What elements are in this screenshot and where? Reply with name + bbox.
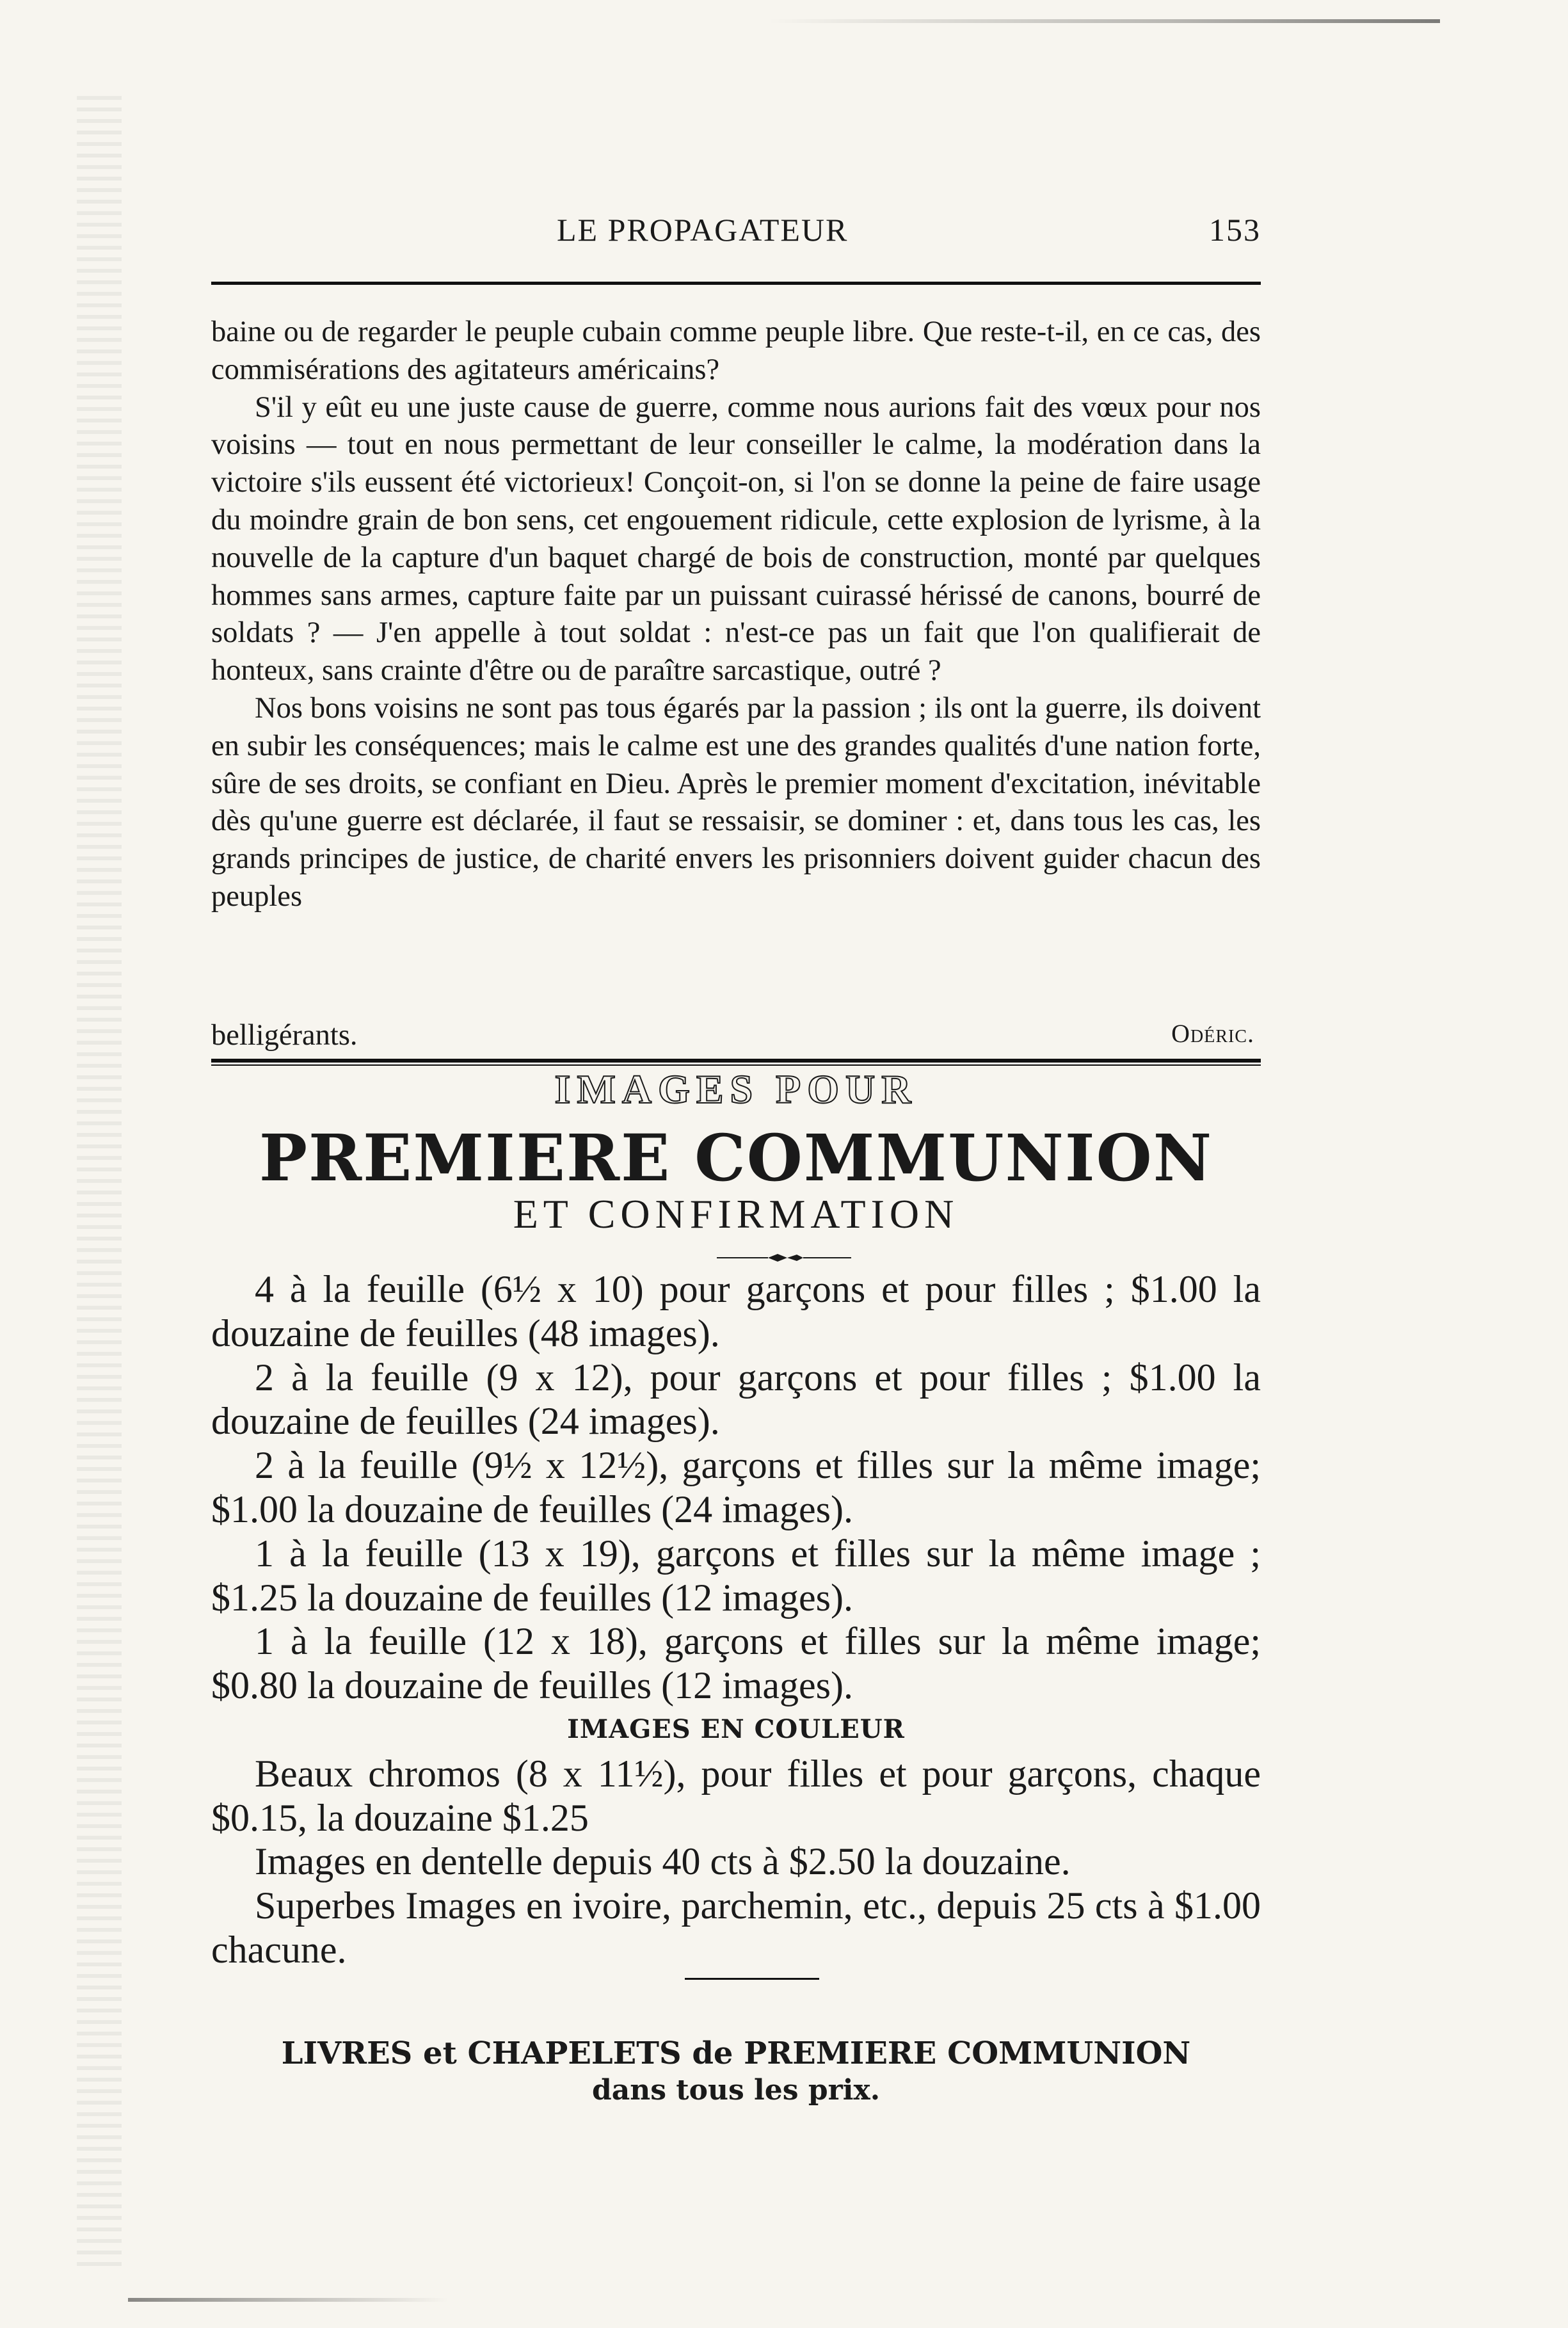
running-title: LE PROPAGATEUR bbox=[557, 212, 849, 248]
ad-color-item: Images en dentelle depuis 40 cts à $2.50 la douzaine. bbox=[255, 1840, 1071, 1883]
ad-color-item: Beaux chromos (8 x 11½), pour filles et pour garçons, chaque $0.15, la douzaine $1.25 bbox=[211, 1752, 1261, 1839]
author-signature: Odéric. bbox=[1171, 1019, 1254, 1048]
closing-word: belligérants. bbox=[211, 1019, 358, 1052]
article-text bbox=[211, 314, 1261, 916]
running-header bbox=[211, 211, 1261, 262]
ad-item: 2 à la feuille (9 x 12), pour garçons et pour filles ; $1.00 la douzaine de feuilles (24 images). bbox=[211, 1356, 1261, 1443]
scan-shadow-left bbox=[77, 96, 122, 2272]
ad-title-images-pour: IMAGES POUR bbox=[554, 1066, 918, 1112]
footer-livres-chapelets: LIVRES et CHAPELETS de PREMIERE COMMUNION bbox=[281, 2035, 1191, 2071]
scan-shadow-bottom bbox=[128, 2298, 448, 2302]
ad-item: 2 à la feuille (9½ x 12½), garçons et filles sur la même image; $1.00 la douzaine de feuilles (24 images). bbox=[211, 1444, 1261, 1530]
ad-item: 4 à la feuille (6½ x 10) pour garçons et pour filles ; $1.00 la douzaine de feuilles (48 images). bbox=[211, 1268, 1261, 1354]
article-paragraph: baine ou de regarder le peuple cubain comme peuple libre. Que reste-t-il, en ce cas, des commisérations des agitateurs américains? bbox=[211, 316, 1261, 386]
section-rule-thick bbox=[211, 1059, 1261, 1063]
page-number: 153 bbox=[1209, 212, 1261, 248]
header-rule bbox=[211, 282, 1261, 285]
ad-subheading-couleur: IMAGES EN COULEUR bbox=[567, 1714, 905, 1744]
ad-item: 1 à la feuille (13 x 19), garçons et filles sur la même image ; $1.25 la douzaine de feuilles (12 images). bbox=[211, 1532, 1261, 1619]
article-paragraph: S'il y eût eu une juste cause de guerre, comme nous aurions fait des vœux pour nos voisins — tout en nous permettant de leur conseiller le calme, la modération dans la victoire s'ils eussent été victorieux! Conçoit-on, si l'on se donne la peine de faire usage du moindre grain de bon sens, cet engouement ridicule, cette explosion de lyrisme, à la nouvelle de la capture d'un baquet chargé de bois de construction, monté par quelques hommes sans armes, capture faite par un puissant cuirassé hérissé de canons, bourré de soldats ? — J'en appelle à tout soldat : n'est-ce pas un fait que l'on qualifierait de honteux, sans crainte d'être ou de paraître sarcastique, outré ? bbox=[211, 390, 1261, 687]
article-paragraph: Nos bons voisins ne sont pas tous égarés par la passion ; ils ont la guerre, ils doivent en subir les conséquences; mais le calme est une des grandes qualités d'une nation forte, sûre de ses droits, se confiant en Dieu. Après le premier moment d'excitation, inévitable dès qu'une guerre est déclarée, il faut se ressaisir, se dominer : et, dans tous les cas, les grands principes de justice, de charité envers les prisonniers doivent guider chacun des peuples bbox=[211, 691, 1261, 913]
ad-item: 1 à la feuille (12 x 18), garçons et filles sur la même image; $0.80 la douzaine de feuilles (12 images). bbox=[211, 1620, 1261, 1707]
ad-body bbox=[211, 1267, 1261, 1972]
ad-title-confirmation: ET CONFIRMATION bbox=[513, 1191, 959, 1237]
ad-color-item: Superbes Images en ivoire, parchemin, etc., depuis 25 cts à $1.00 chacune. bbox=[211, 1884, 1261, 1971]
footer-rule bbox=[685, 1978, 819, 1980]
scan-shadow-top bbox=[768, 19, 1440, 23]
ad-title-premiere-communion: PREMIERE COMMUNION bbox=[259, 1120, 1213, 1196]
ornament-divider bbox=[717, 1251, 851, 1264]
footer-prix: dans tous les prix. bbox=[591, 2074, 881, 2107]
article-closing-line bbox=[211, 1018, 1261, 1052]
